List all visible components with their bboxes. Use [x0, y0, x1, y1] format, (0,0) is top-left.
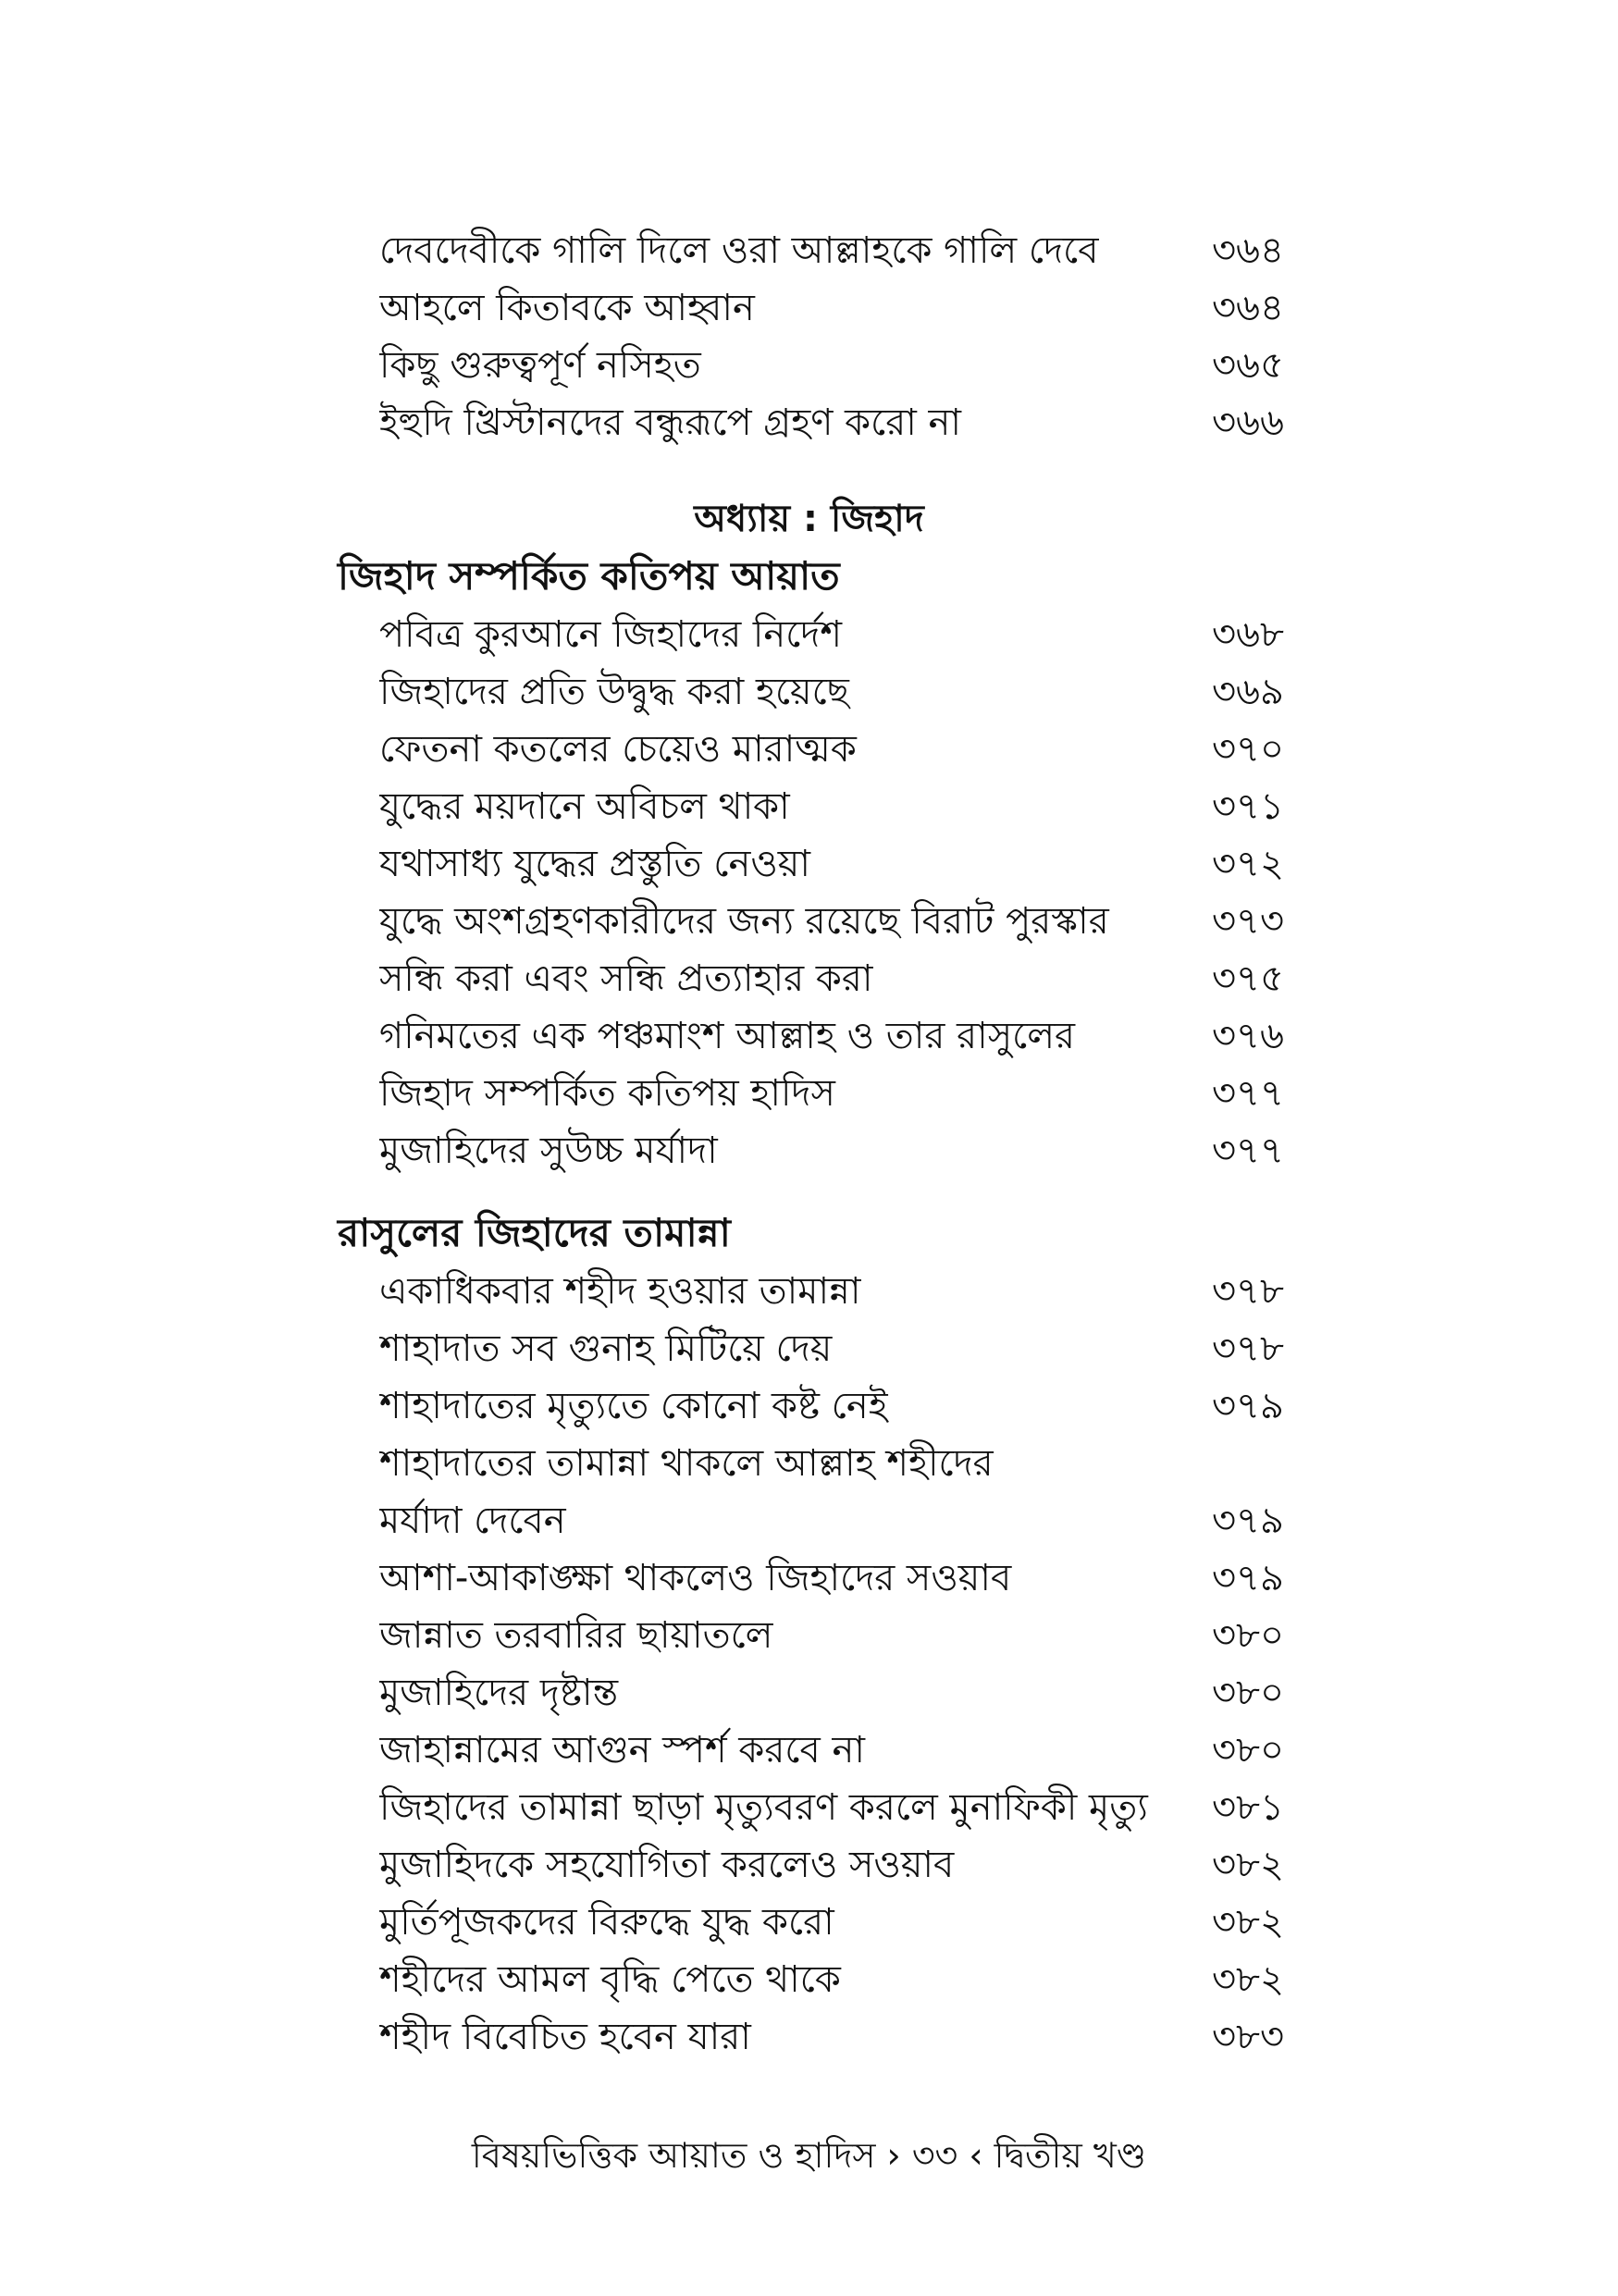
toc-entry-page: ৩৬৫	[1212, 344, 1284, 387]
toc-entry-title: মুজাহিদের সুউচ্চ মর্যাদা	[379, 1129, 718, 1172]
toc-entry-page: ৩৬৪	[1212, 229, 1284, 272]
toc-entry	[379, 1664, 1304, 1722]
toc-entry-title: আশা-আকাঙ্ক্ষা থাকলেও জিহাদের সওয়াব	[379, 1557, 1012, 1599]
toc-entry	[379, 1263, 1304, 1320]
toc-entry-title: মুজাহিদের দৃষ্টান্ত	[379, 1672, 619, 1714]
toc-entry-title: একাধিকবার শহীদ হওয়ার তামান্না	[379, 1270, 861, 1313]
toc-entry	[379, 1722, 1304, 1779]
toc-entry-title: শাহাদাত সব গুনাহ মিটিয়ে দেয়	[379, 1327, 833, 1370]
toc-entry	[379, 721, 1304, 778]
section-title: জিহাদ সম্পর্কিত কতিপয় আয়াত	[338, 553, 840, 599]
toc-entry-page: ৩৮০	[1212, 1614, 1284, 1657]
toc-entry-title: যথাসাধ্য যুদ্ধের প্রস্তুতি নেওয়া	[379, 843, 810, 885]
toc-entry-title: শাহাদাতের তামান্না থাকলে আল্লাহ শহীদের	[379, 1442, 994, 1485]
toc-entry-page: ৩৭০	[1212, 728, 1285, 771]
toc-entry-page: ৩৮০	[1212, 1729, 1284, 1771]
toc-entry-title: যুদ্ধে অংশগ্রহণকারীদের জন্য রয়েছে বিরাট পুরস্কার	[379, 900, 1109, 943]
toc-entry-page: ৩৮২	[1212, 1844, 1284, 1886]
toc-entry-page: ৩৭৯	[1212, 1500, 1284, 1542]
toc-entry-page: ৩৬৮	[1212, 613, 1284, 656]
toc-entry	[379, 663, 1304, 721]
toc-entry	[379, 835, 1304, 893]
toc-entry-page: ৩৭৭	[1212, 1072, 1285, 1115]
toc-entry	[379, 950, 1304, 1007]
toc-entry-title: ইহুদি খ্রিস্টানদের বন্ধুরূপে গ্রহণ করো না	[379, 401, 962, 444]
toc-entry	[379, 606, 1304, 663]
toc-entry	[379, 279, 1304, 337]
toc-entry-title: সন্ধি করা এবং সন্ধি প্রত্যাহার করা	[379, 957, 873, 1000]
toc-entry-title: জিহাদের প্রতি উদ্বুদ্ধ করা হয়েছে	[379, 671, 849, 713]
toc-entry-title: জান্নাত তরবারির ছায়াতলে	[379, 1614, 773, 1657]
toc-entry-title: ফেতনা কতলের চেয়েও মারাত্মক	[379, 728, 857, 771]
toc-entry-title: জাহান্নামের আগুন স্পর্শ করবে না	[379, 1729, 865, 1771]
toc-entry-title: গনিমতের এক পঞ্চমাংশ আল্লাহ ও তার রাসুলের	[379, 1015, 1076, 1057]
toc-entry-page: ৩৭৮	[1212, 1270, 1284, 1313]
toc-entry-page: ৩৮১	[1212, 1786, 1284, 1829]
chapter-heading: অধ্যায় : জিহাদ	[694, 498, 924, 540]
toc-entry	[379, 1836, 1304, 1894]
toc-entry-page: ৩৬৯	[1212, 671, 1284, 713]
page-footer: বিষয়ভিত্তিক আয়াত ও হাদিস › ৩৩ ‹ দ্বিতীয় খণ্ড	[471, 2135, 1147, 2176]
toc-entry-title: মুজাহিদকে সহযোগিতা করলেও সওয়াব	[379, 1844, 955, 1886]
toc-entry-page: ৩৭১	[1212, 785, 1284, 828]
toc-entry	[379, 1779, 1304, 1836]
toc-entry-title: দেবদেবীকে গালি দিলে ওরা আল্লাহকে গালি দেবে	[379, 229, 1099, 272]
toc-entry	[379, 1320, 1304, 1377]
toc-entry	[379, 337, 1304, 394]
toc-entry-title: জিহাদের তামান্না ছাড়া মৃত্যুবরণ করলে মুনাফিকী মৃত্যু	[379, 1786, 1148, 1829]
toc-entry	[379, 1492, 1304, 1549]
toc-entry-page: ৩৭২	[1212, 843, 1285, 885]
toc-entry	[379, 1951, 1304, 2008]
toc-entry	[379, 1435, 1304, 1492]
toc-entry-title: কিছু গুরুত্বপূর্ণ নসিহত	[379, 344, 701, 387]
toc-entry-page: ৩৭৮	[1212, 1327, 1284, 1370]
toc-entry	[379, 222, 1304, 279]
toc-entry	[379, 1065, 1304, 1122]
toc-entry	[379, 394, 1304, 451]
toc-entry-title: জিহাদ সম্পর্কিত কতিপয় হাদিস	[379, 1072, 835, 1115]
toc-entry-page: ৩৮০	[1212, 1672, 1284, 1714]
section-title: রাসুলের জিহাদের তামান্না	[338, 1210, 731, 1255]
toc-entry-page: ৩৮২	[1212, 1958, 1284, 2001]
toc-entry-page: ৩৭৯	[1212, 1385, 1284, 1427]
toc-entry-title: যুদ্ধের ময়দানে অবিচল থাকা	[379, 785, 790, 828]
toc-entry-page: ৩৭৭	[1212, 1129, 1285, 1172]
toc-entry	[379, 1549, 1304, 1607]
toc-entry-title: শহীদের আমল বৃদ্ধি পেতে থাকে	[379, 1958, 841, 2001]
toc-entry	[379, 2008, 1304, 2066]
toc-entry	[379, 1894, 1304, 1951]
toc-entry	[379, 1122, 1304, 1179]
toc-entry	[379, 893, 1304, 950]
toc-entry-page: ৩৬৬	[1212, 401, 1285, 444]
toc-entry-page: ৩৭৫	[1212, 957, 1284, 1000]
toc-entry-title: পবিত্র কুরআনে জিহাদের নির্দেশ	[379, 613, 842, 656]
toc-entry	[379, 1607, 1304, 1664]
toc-entry-page: ৩৭৬	[1212, 1015, 1285, 1057]
toc-entry-title: মুর্তিপূজকদের বিরুদ্ধে যুদ্ধ করো	[379, 1901, 834, 1944]
toc-entry-page: ৩৮২	[1212, 1901, 1284, 1944]
toc-entry	[379, 1007, 1304, 1065]
toc-entry-page: ৩৬৪	[1212, 287, 1284, 329]
toc-entry-title: মর্যাদা দেবেন	[379, 1500, 566, 1542]
toc-entry-page: ৩৭৯	[1212, 1557, 1284, 1599]
toc-entry-page: ৩৮৩	[1212, 2016, 1284, 2058]
toc-entry-page: ৩৭৩	[1212, 900, 1285, 943]
toc-entry-title: শাহাদাতের মৃত্যুতে কোনো কষ্ট নেই	[379, 1385, 888, 1427]
toc-entry-title: আহলে কিতাবকে আহ্বান	[379, 287, 755, 329]
toc-entry-title: শহীদ বিবেচিত হবেন যারা	[379, 2016, 751, 2058]
toc-entry	[379, 1377, 1304, 1435]
toc-entry	[379, 778, 1304, 835]
